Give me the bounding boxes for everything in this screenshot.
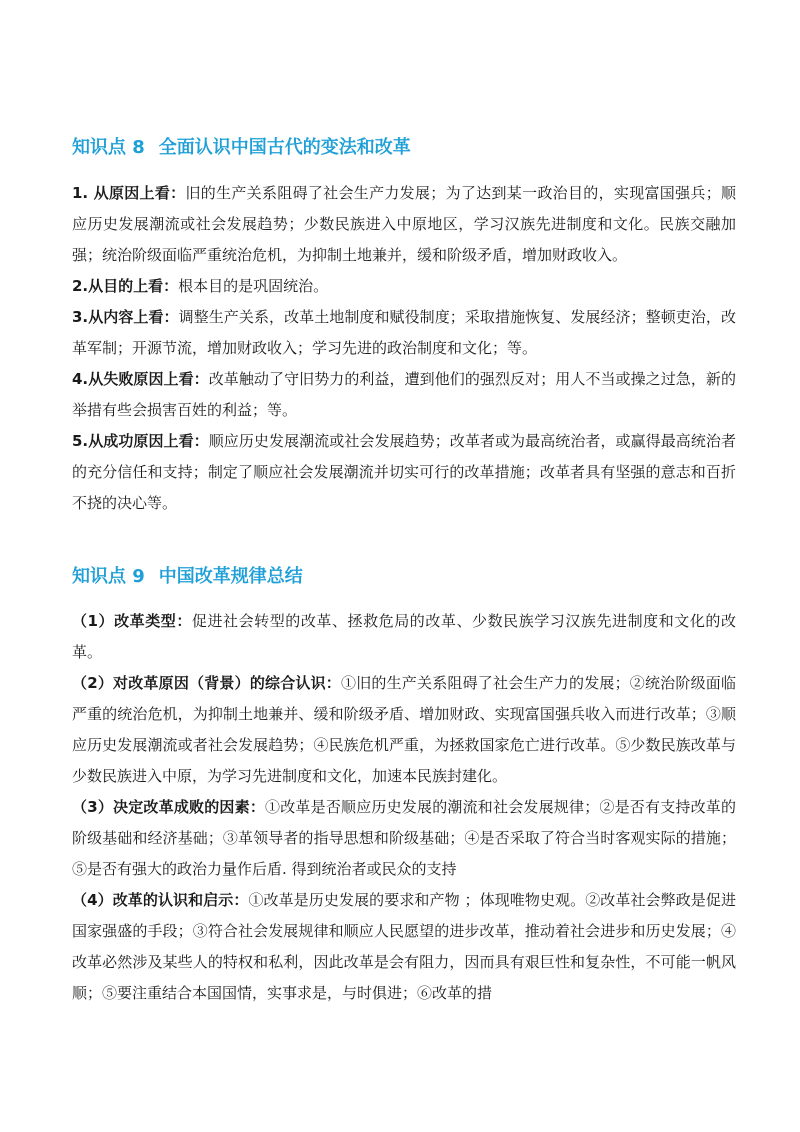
item-text: 旧的生产关系阻碍了社会生产力发展；为了达到某一政治目的，实现富国强兵；顺应历史发展潮流或社会发展趋势；少数民族进入中原地区，学习汉族先进制度和文化。民族交融加强；统治阶级面临严重统治危机，为抑制土地兼并，缓和阶级矛盾，增加财政收入。: [72, 184, 736, 264]
section-8-item-4: [72, 364, 736, 426]
section-9-item-4: [72, 885, 736, 1009]
item-lead: 4.从失败原因上看：: [72, 370, 209, 388]
section-8-number: 知识点 8: [72, 137, 145, 158]
item-lead: （1）改革类型：: [72, 612, 192, 630]
item-lead: 3.从内容上看：: [72, 308, 179, 326]
item-text: 调整生产关系，改革土地制度和赋役制度；采取措施恢复、发展经济；整顿吏治，改革军制；开源节流，增加财政收入；学习先进的政治制度和文化；等。: [72, 308, 736, 357]
section-9-body: [72, 606, 736, 1009]
item-text: ①改革是历史发展的要求和产物 ；体现唯物史观。②改革社会弊政是促进国家强盛的手段；③符合社会发展规律和顺应人民愿望的进步改革，推动着社会进步和历史发展；④改革必然涉及某些人的特权和私利，因此改革是会有阻力，因而具有艰巨性和复杂性，不可能一帆风顺；⑤要注重结合本国国情，实事求是，与时俱进；⑥改革的措: [72, 891, 736, 1002]
section-9-item-2: [72, 668, 736, 792]
section-9-item-3: [72, 792, 736, 885]
section-9-item-1: [72, 606, 736, 668]
section-8-item-1: [72, 178, 736, 271]
item-lead: 1. 从原因上看：: [72, 184, 186, 202]
section-9-heading: [72, 565, 303, 589]
item-lead: （4）改革的认识和启示：: [72, 891, 249, 909]
item-lead: 5.从成功原因上看：: [72, 432, 209, 450]
item-text: 促进社会转型的改革、拯救危局的改革、少数民族学习汉族先进制度和文化的改革。: [72, 612, 736, 661]
item-text: ①旧的生产关系阻碍了社会生产力的发展；②统治阶级面临严重的统治危机，为抑制土地兼并、缓和阶级矛盾、增加财政、实现富国强兵收入而进行改革；③顺应历史发展潮流或者社会发展趋势；④民族危机严重，为拯救国家危亡进行改革。⑤少数民族改革与少数民族进入中原，为学习先进制度和文化，加速本民族封建化。: [72, 674, 736, 785]
item-lead: （2）对改革原因（背景）的综合认识：: [72, 674, 342, 692]
item-lead: 2.从目的上看：: [72, 277, 179, 295]
item-text: 根本目的是巩固统治。: [178, 277, 329, 295]
item-text: 顺应历史发展潮流或社会发展趋势；改革者或为最高统治者，或赢得最高统治者的充分信任和支持；制定了顺应社会发展潮流并切实可行的改革措施；改革者具有坚强的意志和百折不挠的决心等。: [72, 432, 736, 512]
section-8-item-5: [72, 426, 736, 519]
section-8-item-2: [72, 271, 736, 302]
section-8-body: [72, 178, 736, 519]
section-8-title: 全面认识中国古代的变法和改革: [158, 137, 411, 158]
item-text: ①改革是否顺应历史发展的潮流和社会发展规律；②是否有支持改革的阶级基础和经济基础；③革领导者的指导思想和阶级基础；④是否采取了符合当时客观实际的措施；⑤是否有强大的政治力量作后盾. 得到统治者或民众的支持: [72, 798, 736, 878]
section-9-title: 中国改革规律总结: [158, 566, 303, 587]
section-8-heading: [72, 136, 411, 160]
section-8-item-3: [72, 302, 736, 364]
section-9-number: 知识点 9: [72, 566, 145, 587]
item-text: 改革触动了守旧势力的利益，遭到他们的强烈反对；用人不当或操之过急，新的举措有些会损害百姓的利益；等。: [72, 370, 736, 419]
item-lead: （3）决定改革成败的因素：: [72, 798, 266, 816]
